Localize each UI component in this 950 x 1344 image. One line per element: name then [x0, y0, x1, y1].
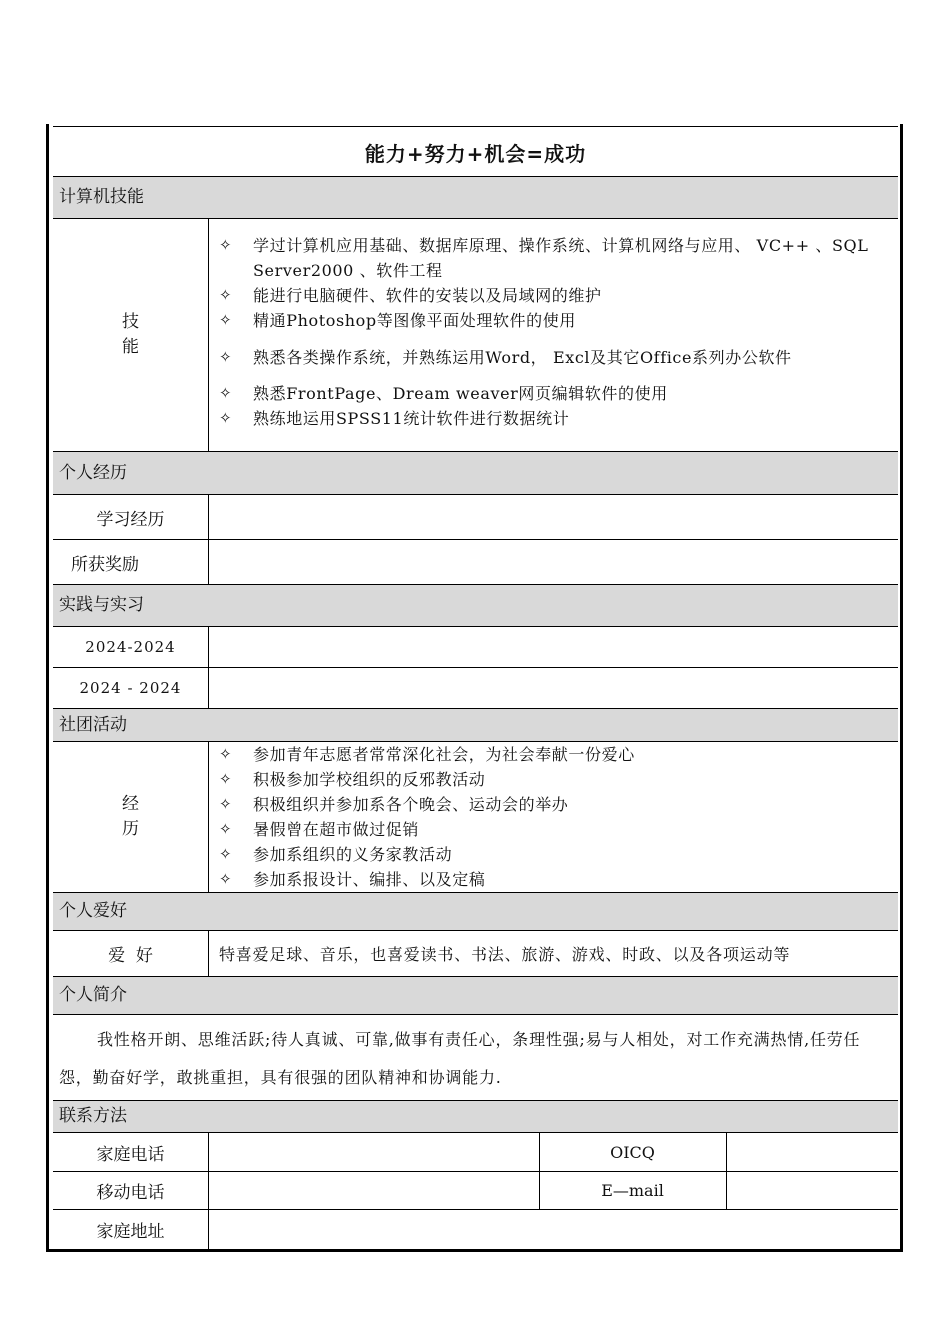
clubs-row-label: [53, 742, 209, 892]
section-header-clubs: [53, 708, 898, 741]
section-header-experience: [53, 451, 898, 494]
contact-row-2: [53, 1171, 898, 1209]
hobbies-cell: [209, 931, 898, 976]
list-item: ✧ 熟练地运用SPSS11统计软件进行数据统计: [219, 406, 898, 431]
diamond-bullet-icon: ✧: [219, 870, 232, 888]
diamond-bullet-icon: ✧: [219, 845, 232, 863]
skills-row-label: [53, 219, 209, 451]
practice-detail-2: [209, 668, 898, 708]
awards-value: [209, 540, 898, 584]
hobbies-row: [53, 930, 898, 976]
clubs-row: [53, 741, 898, 892]
home-phone-label: 家庭电话: [53, 1133, 209, 1171]
skills-label-char-1: 技: [122, 312, 139, 332]
clubs-list-cell: [209, 742, 898, 892]
section-header-practice: [53, 584, 898, 626]
list-item: ✧ 熟悉FrontPage、Dream weaver网页编辑软件的使用: [219, 381, 898, 406]
diamond-bullet-icon: ✧: [219, 820, 232, 838]
practice-period-2: 2024 - 2024: [53, 668, 209, 708]
education-label: 学习经历: [53, 495, 209, 539]
practice-row-2: [53, 667, 898, 708]
skills-row: [53, 218, 898, 451]
section-header-skills: [53, 176, 898, 218]
awards-label: 所获奖励: [53, 540, 209, 584]
diamond-bullet-icon: ✧: [219, 236, 232, 254]
list-item: ✧ 参加系组织的义务家教活动: [219, 842, 898, 867]
list-item: ✧ 熟悉各类操作系统，并熟练运用Word， Excl及其它Office系列办公软件: [219, 345, 898, 370]
diamond-bullet-icon: ✧: [219, 745, 232, 763]
section-label-contact: 联系方法: [59, 1106, 127, 1126]
contact-row-3: [53, 1209, 898, 1249]
list-item: ✧ 参加系报设计、编排、以及定稿: [219, 867, 898, 892]
hobbies-text: 特喜爱足球、音乐，也喜爱读书、书法、旅游、游戏、时政、以及各项运动等: [219, 945, 791, 964]
list-item: ✧ 积极参加学校组织的反邪教活动: [219, 767, 898, 792]
intro-row: [53, 1014, 898, 1100]
diamond-bullet-icon: ✧: [219, 409, 232, 427]
list-item: ✧ 学过计算机应用基础、数据库原理、操作系统、计算机网络与应用、 VC++ 、SQL Server2000 、软件工程: [219, 233, 898, 283]
section-label-experience: 个人经历: [59, 462, 127, 483]
section-header-contact: [53, 1100, 898, 1132]
clubs-list: [209, 742, 898, 892]
intro-text: 我性格开朗、思维活跃;待人真诚、可靠,做事有责任心，条理性强;易与人相处，对工作充满热情,任劳任怨，勤奋好学，敢挑重担，具有很强的团队精神和协调能力.: [59, 1030, 861, 1087]
email-label: E—mail: [601, 1181, 664, 1200]
skills-label-char-2: 能: [122, 337, 139, 357]
diamond-bullet-icon: ✧: [219, 311, 232, 329]
diamond-bullet-icon: ✧: [219, 384, 232, 402]
skills-list: [209, 219, 898, 431]
list-item: ✧ 参加青年志愿者常常深化社会，为社会奉献一份爱心: [219, 742, 898, 767]
diamond-bullet-icon: ✧: [219, 286, 232, 304]
clubs-label-char-2: 历: [122, 819, 139, 839]
section-label-hobbies: 个人爱好: [59, 901, 127, 921]
diamond-bullet-icon: ✧: [219, 348, 232, 366]
practice-detail-1: [209, 627, 898, 667]
education-value: [209, 495, 898, 539]
practice-row-1: [53, 626, 898, 667]
section-label-practice: 实践与实习: [59, 595, 144, 615]
address-label: 家庭地址: [53, 1210, 209, 1249]
mobile-label: 移动电话: [53, 1172, 209, 1209]
education-row: [53, 494, 898, 539]
diamond-bullet-icon: ✧: [219, 795, 232, 813]
section-header-intro: [53, 976, 898, 1014]
section-header-hobbies: [53, 892, 898, 930]
list-item: ✧ 精通Photoshop等图像平面处理软件的使用: [219, 308, 898, 333]
clubs-label-char-1: 经: [122, 794, 139, 814]
hobbies-label: 爱 好: [53, 931, 209, 976]
awards-row: [53, 539, 898, 584]
list-item: ✧ 暑假曾在超市做过促销: [219, 817, 898, 842]
section-label-intro: 个人简介: [59, 985, 127, 1005]
section-label-skills: 计算机技能: [59, 187, 144, 207]
contact-row-1: [53, 1132, 898, 1171]
divider: [726, 1133, 727, 1171]
diamond-bullet-icon: ✧: [219, 770, 232, 788]
list-item: ✧ 积极组织并参加系各个晚会、运动会的举办: [219, 792, 898, 817]
list-item: ✧ 能进行电脑硬件、软件的安装以及局域网的维护: [219, 283, 898, 308]
page-title: 能力+努力+机会=成功: [53, 126, 898, 177]
oicq-label: OICQ: [610, 1142, 655, 1162]
divider: [726, 1172, 727, 1209]
skills-list-cell: [209, 219, 898, 451]
section-label-clubs: 社团活动: [59, 714, 127, 735]
resume-sheet: [46, 124, 903, 1252]
practice-period-1: 2024-2024: [53, 627, 209, 667]
